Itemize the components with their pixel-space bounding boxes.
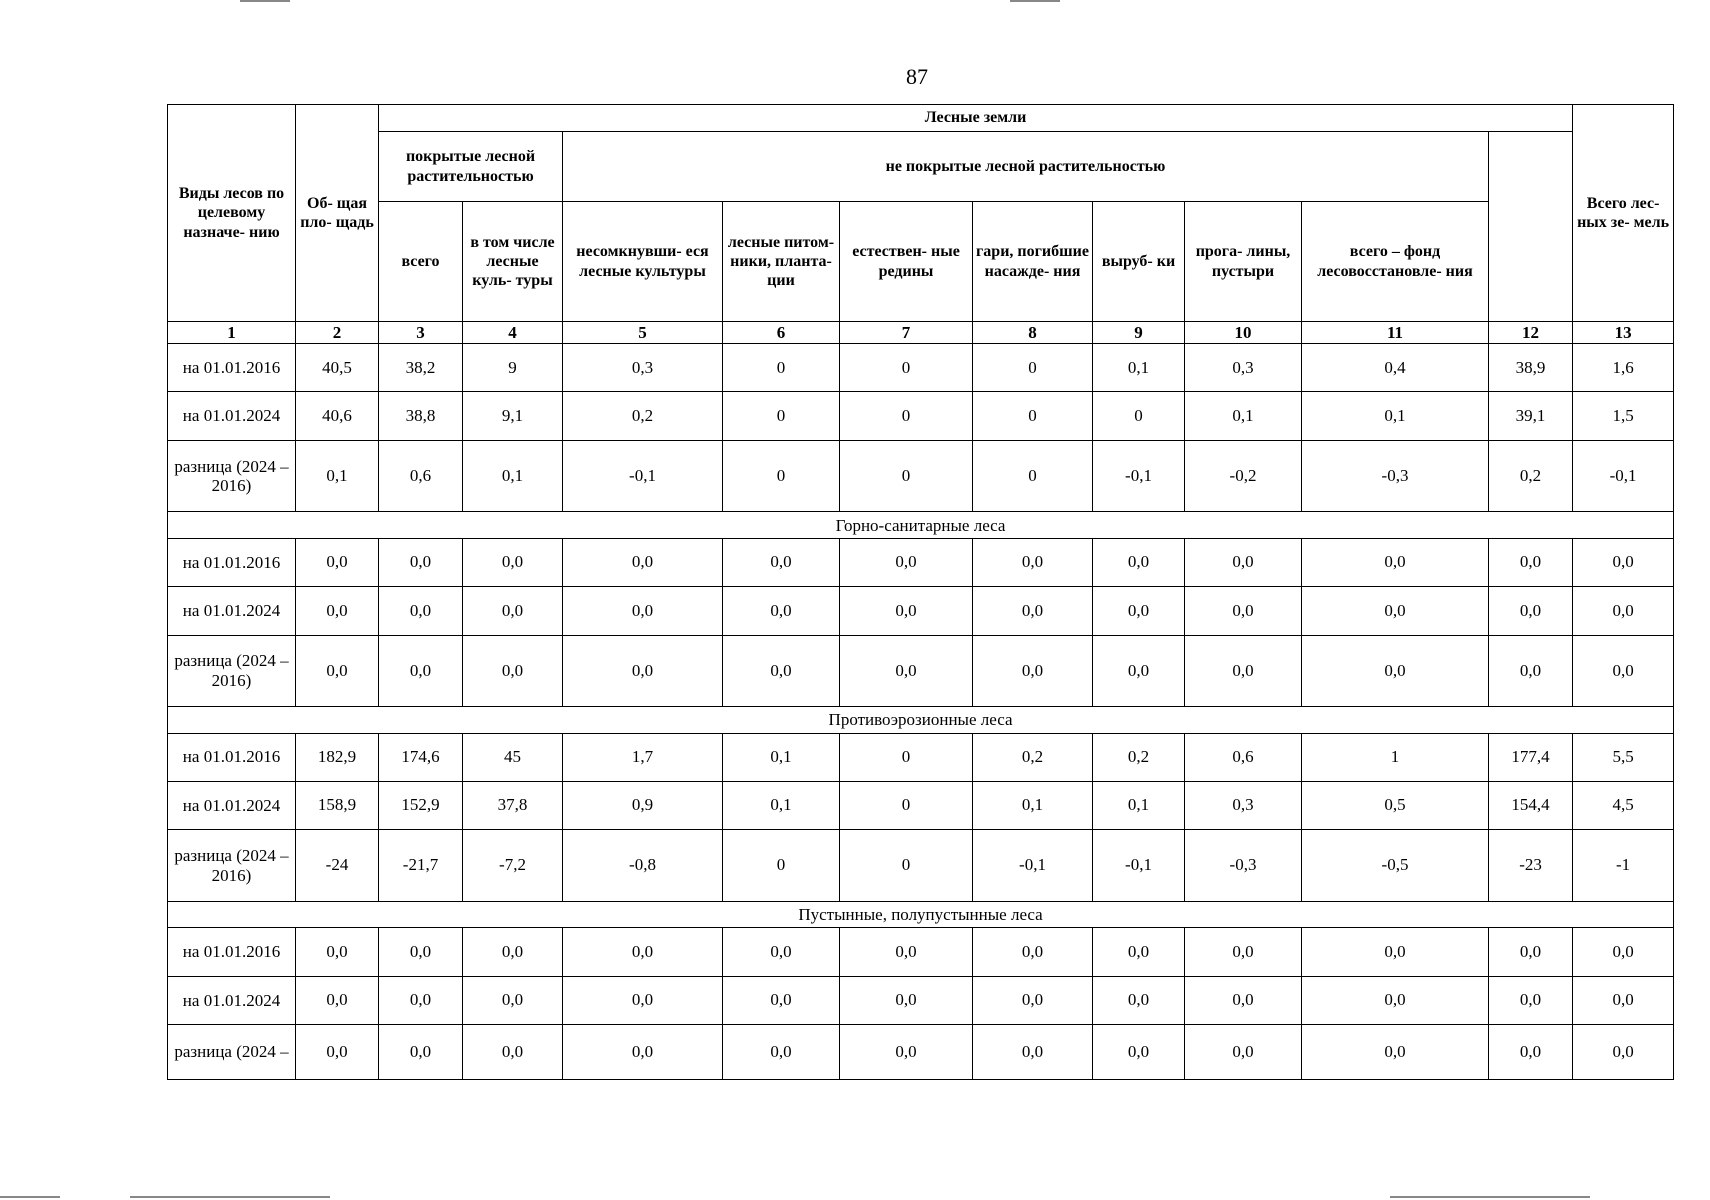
table-cell: 0,0 bbox=[296, 928, 379, 976]
table-cell: 0,1 bbox=[1185, 392, 1302, 440]
header-sub-total: всего bbox=[379, 202, 463, 322]
table-cell: 0,0 bbox=[973, 635, 1093, 707]
table-row bbox=[168, 635, 1674, 707]
table-cell: 0,0 bbox=[296, 635, 379, 707]
table-cell: 0,0 bbox=[463, 928, 563, 976]
table-cell: 0,0 bbox=[723, 1025, 840, 1080]
table-cell: 0,0 bbox=[840, 635, 973, 707]
header-not-covered: не покрытые лесной растительностью bbox=[563, 132, 1489, 202]
table-cell: 0 bbox=[973, 440, 1093, 512]
table-cell: 0,1 bbox=[463, 440, 563, 512]
row-label: на 01.01.2024 bbox=[168, 781, 296, 829]
table-cell: -0,1 bbox=[1573, 440, 1674, 512]
table-row bbox=[168, 344, 1674, 392]
row-label: разница (2024 – bbox=[168, 1025, 296, 1080]
row-label: на 01.01.2016 bbox=[168, 344, 296, 392]
table-cell: 0 bbox=[723, 344, 840, 392]
table-row bbox=[168, 733, 1674, 781]
table-cell: 0,0 bbox=[1573, 928, 1674, 976]
table-cell: 0,1 bbox=[296, 440, 379, 512]
table-cell: 0,0 bbox=[563, 928, 723, 976]
table-cell: 177,4 bbox=[1489, 733, 1573, 781]
table-cell: 1,6 bbox=[1573, 344, 1674, 392]
section-row bbox=[168, 707, 1674, 733]
table-cell: 0,0 bbox=[1489, 538, 1573, 586]
table-cell: 0 bbox=[840, 733, 973, 781]
table-cell: 0,0 bbox=[1185, 1025, 1302, 1080]
table-cell: 0,0 bbox=[563, 976, 723, 1024]
column-number: 6 bbox=[723, 322, 840, 344]
table-row bbox=[168, 928, 1674, 976]
table-cell: 0,0 bbox=[1302, 928, 1489, 976]
column-number: 8 bbox=[973, 322, 1093, 344]
table-cell: 1,5 bbox=[1573, 392, 1674, 440]
table-row bbox=[168, 538, 1674, 586]
table-cell: 0,0 bbox=[1302, 635, 1489, 707]
table-cell: -0,2 bbox=[1185, 440, 1302, 512]
scan-edge-line-top bbox=[1010, 0, 1060, 2]
table-cell: 0,0 bbox=[379, 635, 463, 707]
table-cell: 0,1 bbox=[723, 781, 840, 829]
table-cell: 0,0 bbox=[1573, 635, 1674, 707]
table-cell: 0,2 bbox=[1093, 733, 1185, 781]
table-cell: 37,8 bbox=[463, 781, 563, 829]
table-cell: 0,0 bbox=[723, 587, 840, 635]
table-cell: 0,0 bbox=[1489, 635, 1573, 707]
table-cell: 0,0 bbox=[840, 538, 973, 586]
header-sub-nurseries: лесные питом- ники, планта- ции bbox=[723, 202, 840, 322]
table-cell: 174,6 bbox=[379, 733, 463, 781]
column-number: 4 bbox=[463, 322, 563, 344]
table-cell: 0,0 bbox=[379, 538, 463, 586]
table-cell: 0,0 bbox=[1093, 635, 1185, 707]
table-cell: 0 bbox=[723, 830, 840, 902]
table-cell: 0,0 bbox=[1573, 538, 1674, 586]
table-row bbox=[168, 830, 1674, 902]
row-label: на 01.01.2016 bbox=[168, 733, 296, 781]
header-covered: покрытые лесной растительностью bbox=[379, 132, 563, 202]
column-number: 11 bbox=[1302, 322, 1489, 344]
header-sub-clearcuts: выруб- ки bbox=[1093, 202, 1185, 322]
table-cell: 0,0 bbox=[296, 538, 379, 586]
table-cell: -0,1 bbox=[1093, 440, 1185, 512]
table-cell: -1 bbox=[1573, 830, 1674, 902]
column-number: 10 bbox=[1185, 322, 1302, 344]
table-cell: -21,7 bbox=[379, 830, 463, 902]
table-cell: 0 bbox=[723, 392, 840, 440]
table-cell: 0,0 bbox=[1302, 976, 1489, 1024]
table-cell: 5,5 bbox=[1573, 733, 1674, 781]
table-cell: 152,9 bbox=[379, 781, 463, 829]
table-cell: 0,0 bbox=[1093, 587, 1185, 635]
row-label: на 01.01.2024 bbox=[168, 976, 296, 1024]
table-cell: 0 bbox=[840, 440, 973, 512]
table-cell: 0,0 bbox=[463, 538, 563, 586]
table-cell: 182,9 bbox=[296, 733, 379, 781]
table-cell: 0,0 bbox=[296, 587, 379, 635]
table-cell: 0,0 bbox=[840, 1025, 973, 1080]
header-sub-burnt: гари, погибшие насажде- ния bbox=[973, 202, 1093, 322]
scan-edge-line-bottom bbox=[130, 1196, 330, 1198]
table-cell: 38,2 bbox=[379, 344, 463, 392]
table-cell: 0,0 bbox=[463, 587, 563, 635]
column-number: 9 bbox=[1093, 322, 1185, 344]
table-cell: -23 bbox=[1489, 830, 1573, 902]
table-cell: 0 bbox=[840, 781, 973, 829]
table-cell: 0,1 bbox=[1093, 344, 1185, 392]
table-cell: 0,0 bbox=[840, 928, 973, 976]
table-cell: 38,9 bbox=[1489, 344, 1573, 392]
table-cell: 0,2 bbox=[1489, 440, 1573, 512]
table-cell: 0,0 bbox=[1489, 587, 1573, 635]
table-cell: 0,0 bbox=[379, 1025, 463, 1080]
table-cell: 0,1 bbox=[1302, 392, 1489, 440]
table-cell: 0,0 bbox=[973, 976, 1093, 1024]
table-cell: 0,0 bbox=[1573, 976, 1674, 1024]
table-cell: -0,3 bbox=[1185, 830, 1302, 902]
row-label: на 01.01.2016 bbox=[168, 538, 296, 586]
table-cell: 0 bbox=[840, 392, 973, 440]
table-cell: 0,3 bbox=[1185, 344, 1302, 392]
table-cell: 0,9 bbox=[563, 781, 723, 829]
table-header bbox=[168, 105, 1674, 344]
table-cell: 0,1 bbox=[1093, 781, 1185, 829]
row-label: на 01.01.2024 bbox=[168, 392, 296, 440]
row-label: разница (2024 – 2016) bbox=[168, 440, 296, 512]
table-cell: 0,0 bbox=[1489, 1025, 1573, 1080]
table-cell: 0,0 bbox=[1093, 538, 1185, 586]
table-cell: 0,0 bbox=[723, 538, 840, 586]
table-cell: 9 bbox=[463, 344, 563, 392]
table-cell: 0 bbox=[840, 830, 973, 902]
table-row bbox=[168, 976, 1674, 1024]
table-cell: 0,0 bbox=[463, 635, 563, 707]
table-row bbox=[168, 392, 1674, 440]
row-label: разница (2024 – 2016) bbox=[168, 830, 296, 902]
table-cell: 0,0 bbox=[379, 928, 463, 976]
header-total-forest-lands: Всего лес- ных зе- мель bbox=[1573, 105, 1674, 322]
table-cell: 0,5 bbox=[1302, 781, 1489, 829]
table-row bbox=[168, 1025, 1674, 1080]
column-number: 12 bbox=[1489, 322, 1573, 344]
table-cell: -0,3 bbox=[1302, 440, 1489, 512]
table-row bbox=[168, 781, 1674, 829]
table-cell: 45 bbox=[463, 733, 563, 781]
table-cell: 0,0 bbox=[379, 587, 463, 635]
table-cell: 0,0 bbox=[723, 976, 840, 1024]
table-cell: 1,7 bbox=[563, 733, 723, 781]
table-cell: 0,0 bbox=[840, 587, 973, 635]
table-cell: 0,0 bbox=[1302, 538, 1489, 586]
section-row bbox=[168, 901, 1674, 927]
table-cell: 0,6 bbox=[1185, 733, 1302, 781]
table-cell: 0,0 bbox=[1185, 538, 1302, 586]
row-label: на 01.01.2016 bbox=[168, 928, 296, 976]
table-cell: -0,8 bbox=[563, 830, 723, 902]
column-number: 1 bbox=[168, 322, 296, 344]
table-cell: 0 bbox=[973, 344, 1093, 392]
table-cell: 0,0 bbox=[1489, 976, 1573, 1024]
table-cell: 0,0 bbox=[1185, 587, 1302, 635]
table-cell: 0,0 bbox=[463, 976, 563, 1024]
header-subcolumns bbox=[168, 202, 1674, 322]
table-cell: 0,0 bbox=[973, 538, 1093, 586]
table-cell: 0,0 bbox=[1302, 1025, 1489, 1080]
table-cell: 0,0 bbox=[1302, 587, 1489, 635]
section-title: Горно-санитарные леса bbox=[168, 512, 1674, 538]
table-cell: 0,2 bbox=[563, 392, 723, 440]
table-cell: 0,0 bbox=[563, 635, 723, 707]
table-cell: 1 bbox=[1302, 733, 1489, 781]
column-number: 5 bbox=[563, 322, 723, 344]
header-forest-lands: Лесные земли bbox=[379, 105, 1573, 132]
table-cell: 0,0 bbox=[1573, 1025, 1674, 1080]
table-cell: 39,1 bbox=[1489, 392, 1573, 440]
table-cell: 0,0 bbox=[973, 587, 1093, 635]
column-number: 13 bbox=[1573, 322, 1674, 344]
table-cell: 38,8 bbox=[379, 392, 463, 440]
scan-edge-line-top bbox=[240, 0, 290, 2]
section-title: Пустынные, полупустынные леса bbox=[168, 901, 1674, 927]
table-cell: 0,0 bbox=[1093, 1025, 1185, 1080]
header-sub-reforestation: всего – фонд лесовосстановле- ния bbox=[1302, 202, 1489, 322]
table-cell: 0,0 bbox=[1185, 635, 1302, 707]
table-body bbox=[168, 344, 1674, 1080]
table-cell: 0,0 bbox=[723, 635, 840, 707]
table-cell: 0,0 bbox=[563, 587, 723, 635]
table-cell: 0,1 bbox=[973, 781, 1093, 829]
table-cell: 0,0 bbox=[296, 976, 379, 1024]
table-cell: 0,4 bbox=[1302, 344, 1489, 392]
table-cell: 0,0 bbox=[563, 538, 723, 586]
table-cell: 0,0 bbox=[1093, 976, 1185, 1024]
table-cell: -0,5 bbox=[1302, 830, 1489, 902]
column-number: 3 bbox=[379, 322, 463, 344]
section-row bbox=[168, 512, 1674, 538]
table-cell: 0 bbox=[723, 440, 840, 512]
table-cell: -0,1 bbox=[563, 440, 723, 512]
scan-edge-line-bottom bbox=[1390, 1196, 1590, 1198]
table-cell: 0 bbox=[973, 392, 1093, 440]
table-cell: -0,1 bbox=[973, 830, 1093, 902]
table-cell: 0,2 bbox=[973, 733, 1093, 781]
table-cell: 0 bbox=[840, 344, 973, 392]
table-cell: 4,5 bbox=[1573, 781, 1674, 829]
table-cell: 0,0 bbox=[1573, 587, 1674, 635]
table-cell: -24 bbox=[296, 830, 379, 902]
header-sub-sparse: естествен- ные редины bbox=[840, 202, 973, 322]
table-row bbox=[168, 440, 1674, 512]
table-cell: 0,3 bbox=[563, 344, 723, 392]
header-sub-glades: прога- лины, пустыри bbox=[1185, 202, 1302, 322]
table-cell: 9,1 bbox=[463, 392, 563, 440]
column-number-row bbox=[168, 322, 1674, 344]
table-cell: 40,6 bbox=[296, 392, 379, 440]
column-number: 2 bbox=[296, 322, 379, 344]
table-cell: 0,0 bbox=[1185, 976, 1302, 1024]
table-cell: 0,6 bbox=[379, 440, 463, 512]
forest-land-table bbox=[167, 104, 1674, 1080]
table-cell: -7,2 bbox=[463, 830, 563, 902]
header-sub-unclosed: несомкнувши- еся лесные культуры bbox=[563, 202, 723, 322]
table-cell: 0,0 bbox=[840, 976, 973, 1024]
table-cell: 0,0 bbox=[296, 1025, 379, 1080]
table-cell: 154,4 bbox=[1489, 781, 1573, 829]
table-cell: 0,0 bbox=[1185, 928, 1302, 976]
column-number: 7 bbox=[840, 322, 973, 344]
header-forest-type: Виды лесов по целевому назначе- нию bbox=[168, 105, 296, 322]
table-cell: 0,0 bbox=[973, 1025, 1093, 1080]
table-cell: -0,1 bbox=[1093, 830, 1185, 902]
table-cell: 0,0 bbox=[463, 1025, 563, 1080]
table-cell: 0,0 bbox=[563, 1025, 723, 1080]
page-number: 87 bbox=[906, 64, 928, 89]
table-cell: 0,3 bbox=[1185, 781, 1302, 829]
row-label: на 01.01.2024 bbox=[168, 587, 296, 635]
table-cell: 0,0 bbox=[973, 928, 1093, 976]
table-cell: 0 bbox=[1093, 392, 1185, 440]
table-cell: 0,0 bbox=[1093, 928, 1185, 976]
scan-edge-line-bottom bbox=[0, 1196, 60, 1198]
header-total-area: Об- щая пло- щадь bbox=[296, 105, 379, 322]
table-cell: 40,5 bbox=[296, 344, 379, 392]
table-cell: 0,0 bbox=[1489, 928, 1573, 976]
table-cell: 0,0 bbox=[723, 928, 840, 976]
header-sub-cultures: в том числе лесные куль- туры bbox=[463, 202, 563, 322]
table-cell: 158,9 bbox=[296, 781, 379, 829]
table-row bbox=[168, 587, 1674, 635]
table-cell: 0,0 bbox=[379, 976, 463, 1024]
row-label: разница (2024 – 2016) bbox=[168, 635, 296, 707]
section-title: Противоэрозионные леса bbox=[168, 707, 1674, 733]
table-cell: 0,1 bbox=[723, 733, 840, 781]
